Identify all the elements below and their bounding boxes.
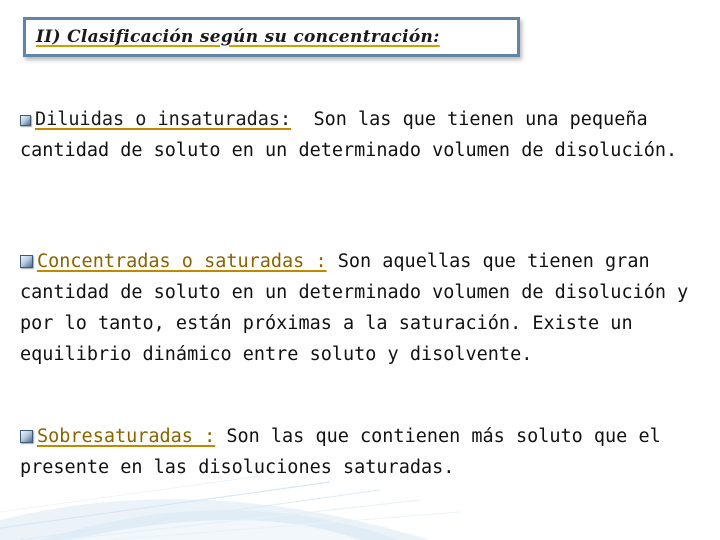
item-body: Son las que tienen una pequeña cantidad de soluto en un determinado volumen de disolución. (20, 109, 678, 161)
checkbox-bullet-icon (20, 430, 33, 443)
item-heading: Concentradas o saturadas : (37, 251, 327, 272)
slide-title: II) Clasificación según su concentración: (36, 27, 440, 47)
item-heading: Sobresaturadas : (37, 426, 216, 447)
title-box (23, 17, 520, 57)
item-body: Son las que contienen más soluto que el presente en las disoluciones saturadas. (20, 426, 661, 478)
item-sobresaturadas (20, 421, 700, 483)
checkbox-bullet-icon (20, 255, 33, 268)
checkbox-bullet-icon (20, 115, 31, 126)
item-diluidas (20, 104, 700, 166)
item-heading: Diluidas o insaturadas: (35, 109, 292, 130)
item-concentradas (20, 246, 700, 370)
item-body: Son aquellas que tienen gran cantidad de soluto en un determinado volumen de disolución y por lo tanto, están próximas a la saturación. Existe un equilibrio dinámico entre soluto y disolvente. (20, 251, 689, 365)
decorative-streaks (0, 476, 460, 540)
